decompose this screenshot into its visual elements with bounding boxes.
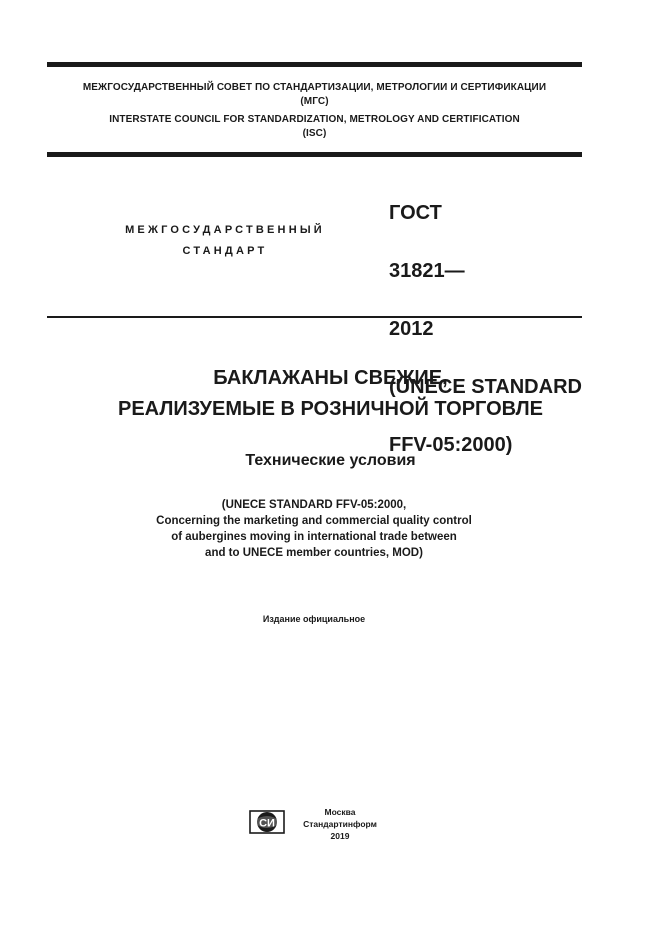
publisher-info: [290, 806, 390, 842]
council-english: [47, 113, 582, 141]
gost-unece-code: FFV-05:2000): [389, 434, 513, 456]
standard-type-line2: СТАНДАРТ: [182, 245, 268, 257]
modification-line4: and to UNECE member countries, MOD): [205, 547, 423, 559]
gost-designation: [389, 170, 582, 489]
standard-type: [80, 220, 370, 262]
council-english-abbr: (ISC): [302, 128, 327, 139]
modification-note: [0, 497, 628, 561]
standard-type-line1: МЕЖГОСУДАРСТВЕННЫЙ: [125, 224, 325, 236]
edition-label: Издание официальное: [262, 614, 366, 624]
modification-line3: of aubergines moving in international trade between: [171, 531, 457, 543]
council-russian-name: МЕЖГОСУДАРСТВЕННЫЙ СОВЕТ ПО СТАНДАРТИЗАЦИИ, МЕТРОЛОГИИ И СЕРТИФИКАЦИИ: [82, 82, 547, 93]
title-line2: РЕАЛИЗУЕМЫЕ В РОЗНИЧНОЙ ТОРГОВЛЕ: [118, 398, 543, 420]
top-rule: [47, 62, 582, 67]
publication-year: 2019: [330, 831, 350, 841]
council-russian-abbr: (МГС): [300, 96, 329, 107]
designation-rule: [47, 316, 582, 318]
council-english-name: INTERSTATE COUNCIL FOR STANDARDIZATION, METROLOGY AND CERTIFICATION: [109, 114, 520, 125]
publisher-name: Стандартинформ: [303, 819, 377, 829]
header-rule: [47, 152, 582, 157]
gost-unece-ref: (UNECE STANDARD: [389, 376, 582, 398]
gost-number: 31821—: [389, 260, 465, 282]
document-subtitle: Технические условия: [245, 452, 416, 469]
modification-line2: Concerning the marketing and commercial quality control: [156, 515, 472, 527]
council-russian: [47, 81, 582, 109]
gost-label: ГОСТ: [389, 202, 442, 224]
svg-text:СИ: СИ: [259, 817, 275, 830]
publisher-city: Москва: [324, 807, 356, 817]
modification-line1: (UNECE STANDARD FFV-05:2000,: [221, 499, 407, 511]
standartinform-logo-icon: [249, 808, 285, 836]
title-line1: БАКЛАЖАНЫ СВЕЖИЕ,: [213, 367, 448, 389]
document-title: [0, 363, 661, 425]
gost-year: 2012: [389, 318, 434, 340]
